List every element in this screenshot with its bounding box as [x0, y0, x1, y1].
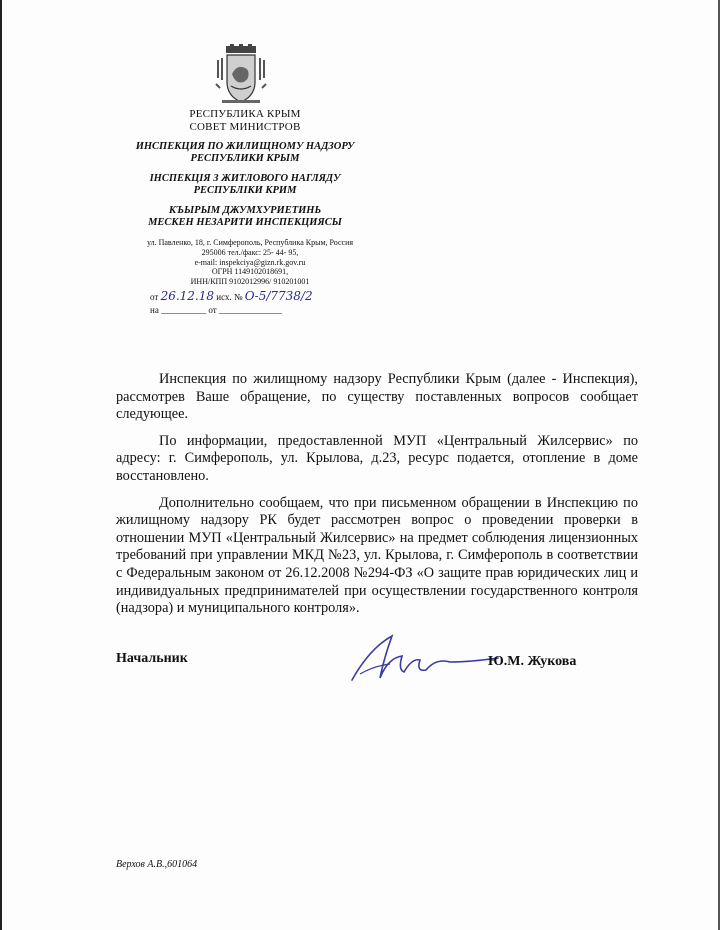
reg-from2-label: от [208, 305, 217, 315]
header-inspection-ua [100, 173, 390, 197]
body-paragraph: По информации, предоставленной МУП «Центральный Жилсервис» по адресу: г. Симферополь, ул. Крылова, д.23, ресурс подается, отопление в доме восстановлено. [116, 432, 638, 484]
address-line: ул. Павленко, 18, г. Симферополь, Республика Крым, Россия [146, 238, 354, 247]
address-line: ОГРН 1149102018691, [211, 267, 289, 277]
signatory-role: Начальник [116, 651, 188, 666]
reg-date-handwritten: 26.12.18 [160, 289, 215, 303]
header-inspection-ua-line: РЕСПУБЛІКИ КРИМ [193, 185, 297, 197]
crimea-coat-of-arms-icon [212, 44, 270, 108]
reg-outgoing-label: исх. № [216, 292, 243, 302]
header-address [120, 238, 380, 287]
header-inspection-ru-line: ИНСПЕКЦИЯ ПО ЖИЛИЩНОМУ НАДЗОРУ [135, 141, 355, 152]
registration-reply-line [150, 305, 282, 315]
header-republic-block [100, 108, 390, 133]
header-inspection-crh-line: КЪЫРЫМ ДЖУМХУРИЕТИНЬ [168, 205, 322, 216]
header-council: СОВЕТ МИНИСТРОВ [189, 120, 301, 133]
body-paragraph: Дополнительно сообщаем, что при письменном обращении в Инспекцию по жилищному надзору РК будет рассмотрен вопрос о проведении проверки в отношении МУП «Центральный Жилсервис» на предмет соблюдения лицензионных требований при управлении МКД №23, ул. Крылова, г. Симферополь в соответствии с Федеральным законом от 26.12.2008 №294-ФЗ «О защите прав юридических лиц и индивидуальных предпринимателей при осуществлении государственного контроля (надзора) и муниципального контроля». [116, 494, 638, 617]
reg-number-handwritten: О-5/7738/2 [244, 289, 313, 303]
address-line: 295006 тел./факс: 25- 44- 95, [201, 247, 299, 257]
header-inspection-crh [100, 205, 390, 229]
header-republic: РЕСПУБЛИКА КРЫМ [189, 108, 301, 120]
reg-from-blank: ______________ [218, 305, 282, 315]
reg-on-label: на [150, 305, 159, 315]
executor-note: Верхов А.В.,601064 [116, 859, 198, 870]
reg-on-blank: __________ [161, 305, 207, 315]
address-line: e-mail: inspekciya@gizn.rk.gov.ru [194, 257, 306, 267]
signatory-name: Ю.М. Жукова [488, 654, 577, 669]
header-inspection-ru-line: РЕСПУБЛИКИ КРЫМ [190, 153, 300, 165]
header-inspection-ru [100, 141, 390, 165]
registration-line [150, 289, 390, 303]
header-inspection-ua-line: ІНСПЕКЦІЯ З ЖИТЛОВОГО НАГЛЯДУ [149, 173, 341, 184]
handwritten-signature [340, 628, 500, 688]
address-line: ИНН/КПП 9102012996/ 910201001 [190, 277, 310, 286]
body-paragraph: Инспекция по жилищному надзору Республики Крым (далее - Инспекция), рассмотрев Ваше обращение, по существу поставленных вопросов сообщает следующее. [116, 371, 638, 423]
letter-body [116, 371, 638, 627]
scan-edge-left [0, 0, 2, 930]
header-inspection-crh-line: МЕСКЕН НЕЗАРИТИ ИНСПЕКЦИЯСЫ [148, 217, 342, 229]
reg-from-label: от [150, 292, 159, 302]
